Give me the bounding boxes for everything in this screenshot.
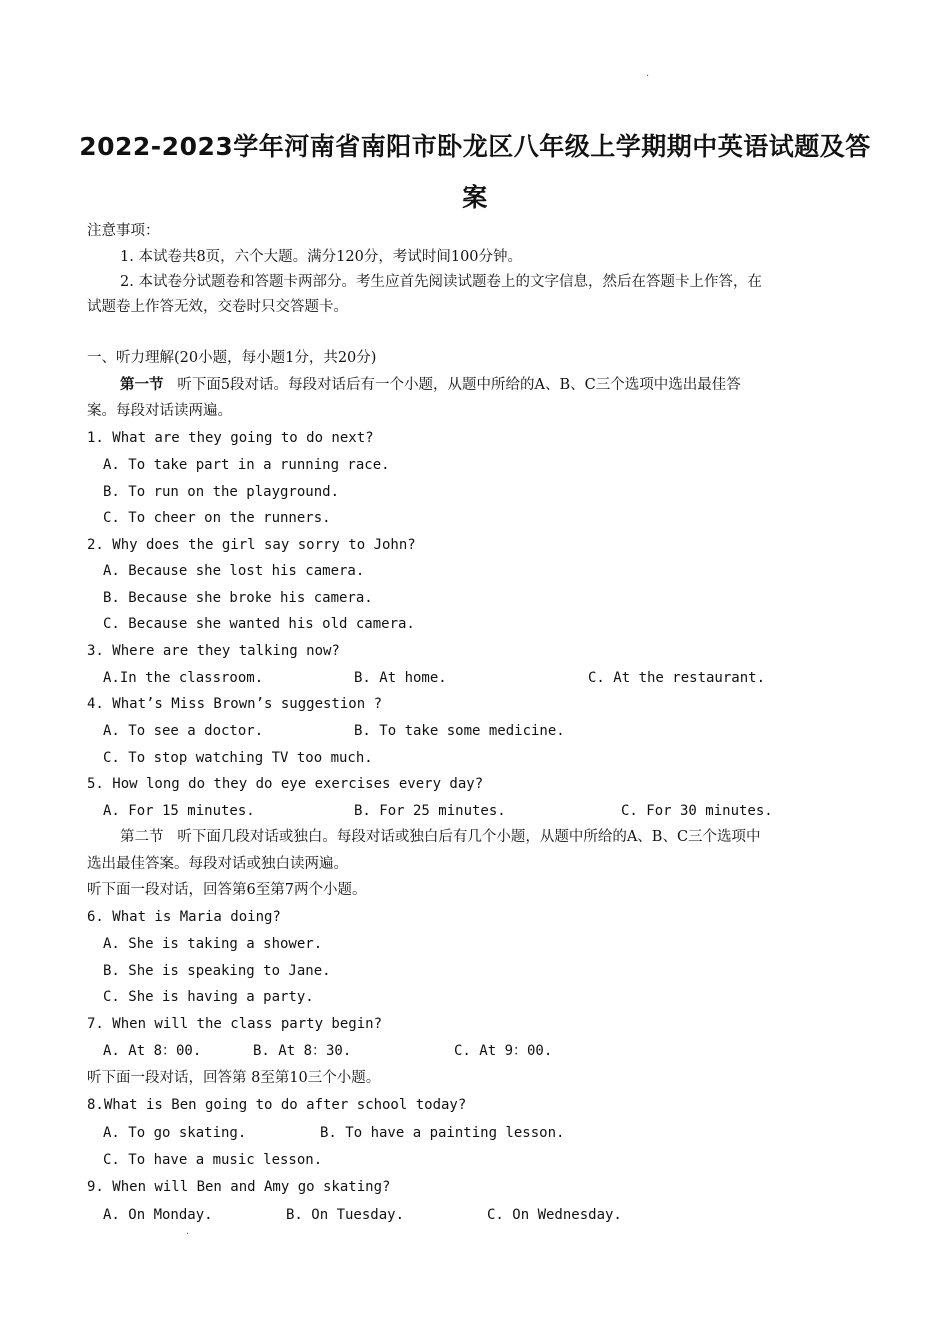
q1-option-c: C. To cheer on the runners. [103,510,331,526]
q7-option-b: B. At 8：30. [253,1043,352,1059]
instruction-q8-q10: 听下面一段对话，回答第 8至第10三个小题。 [87,1070,381,1086]
section1-label: 第一节 [120,376,164,393]
question-5: 5. How long do they do eye exercises every day? [87,776,484,792]
section2-label: 第二节 [120,829,164,845]
notes-item-2: 2. 本试卷分试题卷和答题卡两部分。考生应首先阅读试题卷上的文字信息，然后在答题卡上作答，在 [120,274,762,290]
notes-item-1: 1. 本试卷共8页，六个大题。满分120分，考试时间100分钟。 [120,249,523,265]
q6-option-b: B. She is speaking to Jane. [103,963,331,979]
q5-option-b: B. For 25 minutes. [354,803,506,819]
notes-heading: 注意事项： [87,223,160,239]
document-title-line1: 2022-2023学年河南省南阳市卧龙区八年级上学期期中英语试题及答 [79,132,871,161]
q4-option-a: A. To see a doctor. [103,723,264,739]
q3-option-c: C. At the restaurant. [588,670,766,686]
section1-intro-cont: 案。每段对话读两遍。 [87,403,232,419]
q6-option-a: A. She is taking a shower. [103,936,323,952]
q2-option-a: A. Because she lost his camera. [103,563,365,579]
section1-text: 听下面5段对话。每段对话后有一个小题，从题中所给的A、B、C三个选项中选出最佳答 [177,377,741,393]
instruction-q6-q7: 听下面一段对话，回答第6至第7两个小题。 [87,882,367,898]
q8-option-b: B. To have a painting lesson. [320,1125,565,1141]
q1-option-a: A. To take part in a running race. [103,457,390,473]
q7-option-a: A. At 8：00. [103,1043,202,1059]
question-9: 9. When will Ben and Amy go skating? [87,1179,391,1195]
q4-option-c: C. To stop watching TV too much. [103,750,373,766]
q5-option-a: A. For 15 minutes. [103,803,255,819]
notes-item-2-cont: 试题卷上作答无效，交卷时只交答题卡。 [87,299,348,315]
q3-option-b: B. At home. [354,670,447,686]
q9-option-a: A. On Monday. [103,1207,213,1223]
q5-option-c: C. For 30 minutes. [621,803,773,819]
q9-option-b: B. On Tuesday. [286,1207,405,1223]
q8-option-c: C. To have a music lesson. [103,1152,323,1168]
q2-option-c: C. Because she wanted his old camera. [103,616,415,632]
question-3: 3. Where are they talking now? [87,643,340,659]
section2-intro-cont: 选出最佳答案。每段对话或独白读两遍。 [87,856,348,872]
page-dot-bottom: . [186,1226,190,1237]
question-1: 1. What are they going to do next? [87,430,374,446]
q1-option-b: B. To run on the playground. [103,484,340,500]
question-8: 8.What is Ben going to do after school today? [87,1097,467,1113]
question-4: 4. What’s Miss Brown’s suggestion ? [87,696,383,712]
q9-option-c: C. On Wednesday. [487,1207,622,1223]
page-dot-top: . [646,68,650,79]
question-2: 2. Why does the girl say sorry to John? [87,537,416,553]
q3-option-a: A.In the classroom. [103,670,264,686]
q6-option-c: C. She is having a party. [103,989,314,1005]
q2-option-b: B. Because she broke his camera. [103,590,373,606]
section2-text: 听下面几段对话或独白。每段对话或独白后有几个小题，从题中所给的A、B、C三个选项中 [177,829,761,845]
section2-intro [120,827,761,847]
section1-intro [120,375,741,395]
q4-option-b: B. To take some medicine. [354,723,565,739]
q7-option-c: C. At 9：00. [454,1043,553,1059]
question-7: 7. When will the class party begin? [87,1016,383,1032]
question-6: 6. What is Maria doing? [87,909,281,925]
document-title-line2: 案 [462,183,488,212]
q8-option-a: A. To go skating. [103,1125,247,1141]
part1-heading: 一、听力理解(20小题，每小题1分，共20分) [87,350,377,366]
